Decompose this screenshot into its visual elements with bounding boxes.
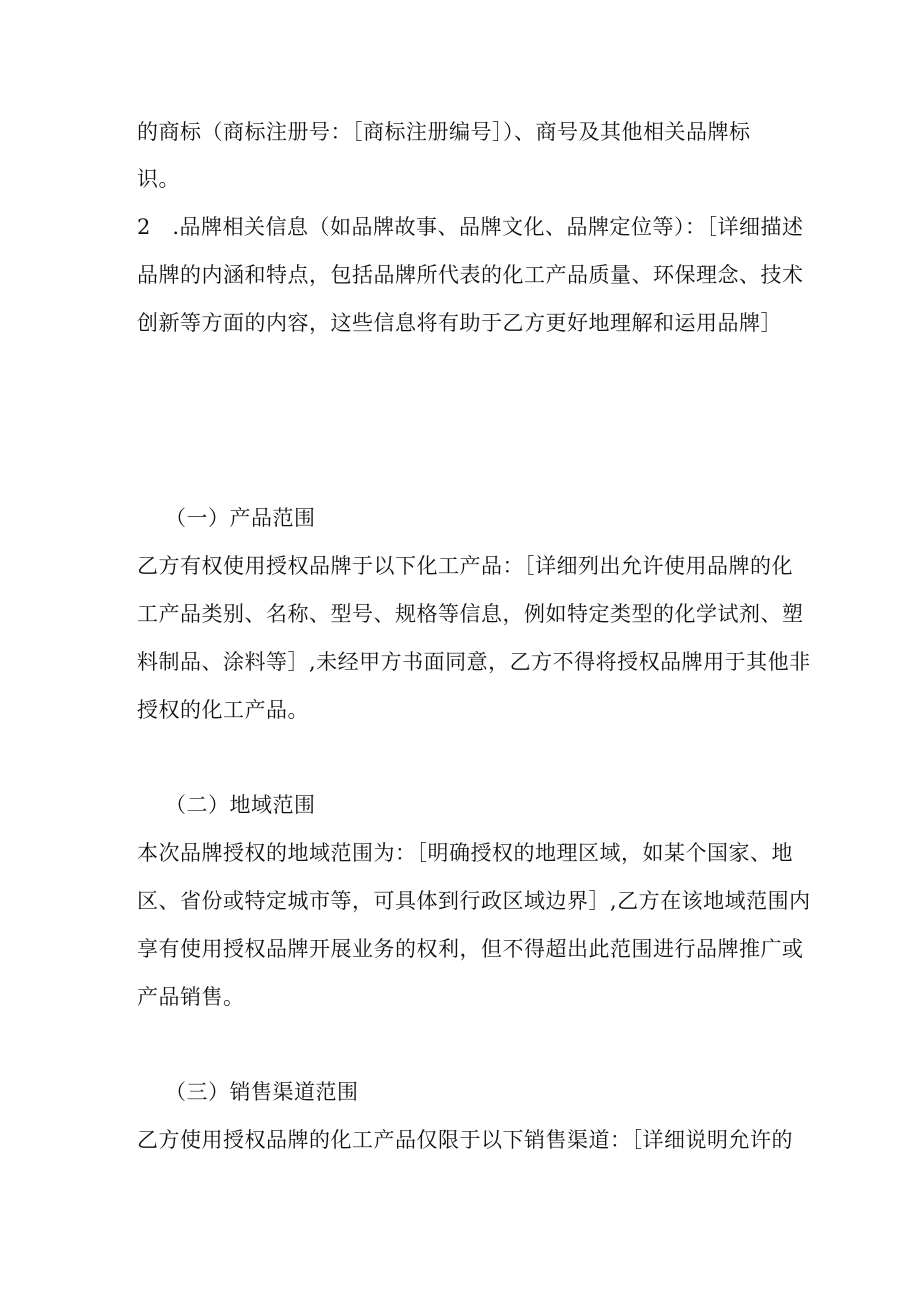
section-heading-territory-scope: （二）地域范围	[165, 793, 316, 817]
paragraph-line: 授权的化工产品。	[137, 698, 309, 722]
paragraph-line: 产品销售。	[137, 985, 245, 1009]
section-heading-product-scope: （一）产品范围	[165, 506, 316, 530]
paragraph-line: 品牌的内涵和特点，包括品牌所代表的化工产品质量、环保理念、技术	[137, 263, 804, 287]
paragraph-line: 创新等方面的内容，这些信息将有助于乙方更好地理解和运用品牌］	[137, 311, 782, 335]
paragraph-line: 享有使用授权品牌开展业务的权利，但不得超出此范围进行品牌推广或	[137, 937, 804, 961]
section-heading-channel-scope: （三）销售渠道范围	[165, 1080, 359, 1104]
paragraph-line: 工产品类别、名称、型号、规格等信息，例如特定类型的化学试剂、塑	[137, 602, 804, 626]
list-item-brand-info: 2 .品牌相关信息（如品牌故事、品牌文化、品牌定位等）：［详细描述	[137, 215, 804, 239]
paragraph-line: 的商标（商标注册号：［商标注册编号］）、商号及其他相关品牌标	[137, 120, 751, 144]
paragraph-line: 乙方有权使用授权品牌于以下化工产品：［详细列出允许使用品牌的化	[137, 554, 793, 578]
paragraph-line: 本次品牌授权的地域范围为：［明确授权的地理区域，如某个国家、地	[137, 841, 793, 865]
paragraph-line: 乙方使用授权品牌的化工产品仅限于以下销售渠道：［详细说明允许的	[137, 1128, 793, 1152]
paragraph-line: 料制品、涂料等］,未经甲方书面同意，乙方不得将授权品牌用于其他非	[137, 650, 811, 674]
paragraph-line: 区、省份或特定城市等，可具体到行政区域边界］,乙方在该地域范围内	[137, 889, 811, 913]
paragraph-line: 识。	[137, 167, 180, 191]
